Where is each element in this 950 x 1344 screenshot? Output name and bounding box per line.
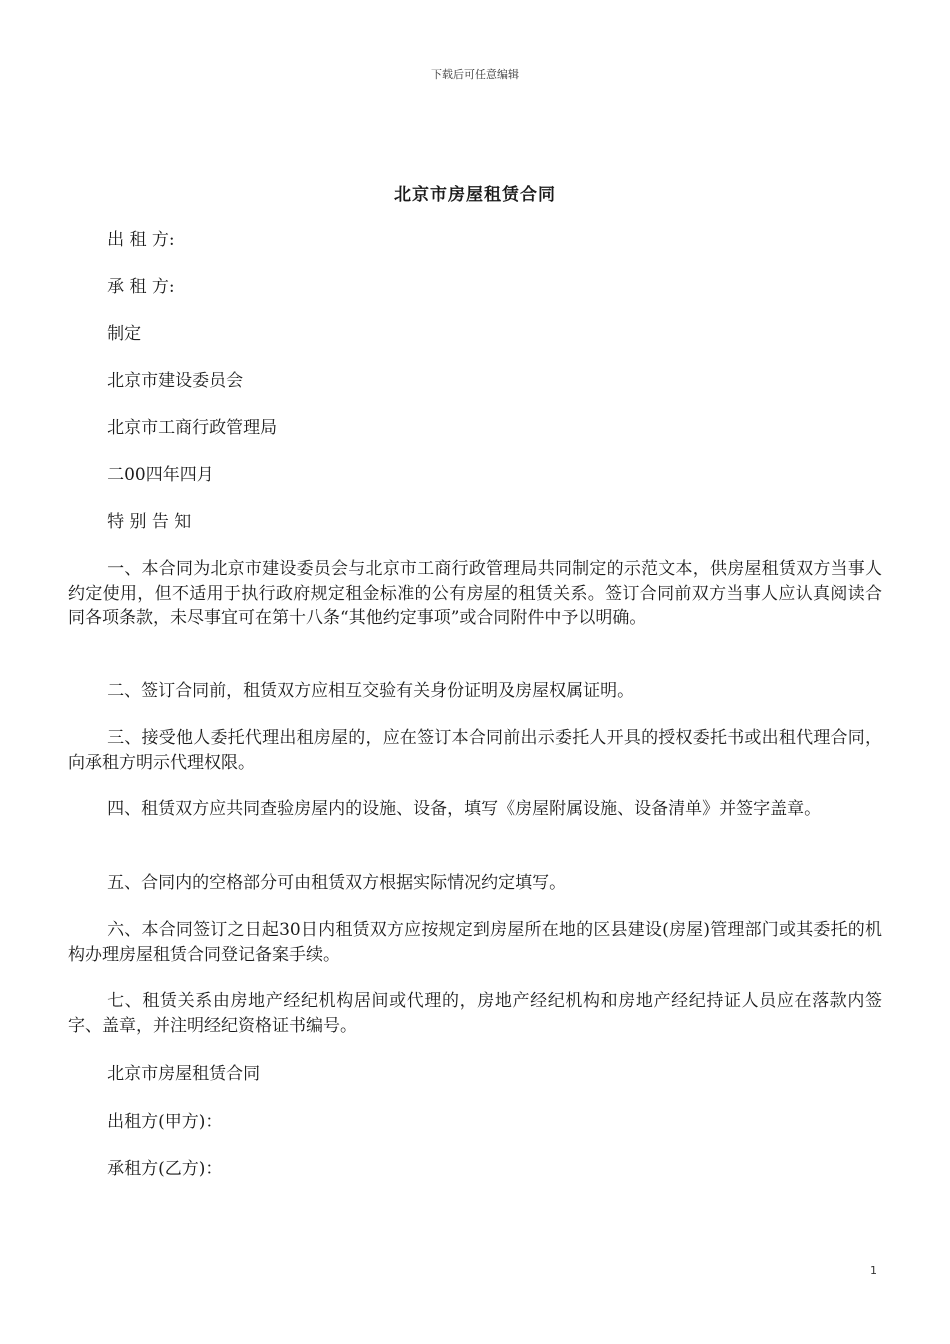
notice-item-5: 五、合同内的空格部分可由租赁双方根据实际情况约定填写。: [107, 873, 567, 893]
party-a-line: 出租方(甲方)：: [107, 1112, 223, 1132]
notice-item-3: 三、接受他人委托代理出租房屋的，应在签订本合同前出示委托人开具的授权委托书或出租代理合同，向承租方明示代理权限。: [68, 728, 882, 773]
lessee-line: 承 租 方:: [107, 277, 175, 297]
lessor-line: 出 租 方:: [107, 230, 175, 250]
page-number: 1: [870, 1264, 877, 1277]
notice-item-2: 二、签订合同前，租赁双方应相互交验有关身份证明及房屋权属证明。: [107, 681, 635, 701]
notice-item-1: 一、本合同为北京市建设委员会与北京市工商行政管理局共同制定的示范文本，供房屋租赁双方当事人约定使用，但不适用于执行政府规定租金标准的公有房屋的租赁关系。签订合同前双方当事人应认真阅读合同各项条款，未尽事宜可在第十八条“其他约定事项”或合同附件中予以明确。: [68, 559, 882, 628]
special-notice-heading: 特 别 告 知: [107, 512, 192, 532]
notice-item-6: 六、本合同签订之日起30日内租赁双方应按规定到房屋所在地的区县建设(房屋)管理部门或其委托的机构办理房屋租赁合同登记备案手续。: [68, 920, 882, 965]
document-title: 北京市房屋租赁合同: [394, 185, 556, 205]
issuer-industry-commerce-bureau: 北京市工商行政管理局: [107, 418, 278, 438]
notice-item-4: 四、租赁双方应共同查验房屋内的设施、设备，填写《房屋附属设施、设备清单》并签字盖章。: [107, 799, 822, 819]
party-b-line: 承租方(乙方)：: [107, 1159, 223, 1179]
header-note: 下载后可任意编辑: [431, 68, 519, 81]
issue-date: 二00四年四月: [107, 465, 214, 485]
issuer-construction-committee: 北京市建设委员会: [107, 371, 244, 391]
formulated-label: 制定: [107, 324, 142, 344]
notice-item-7: 七、租赁关系由房地产经纪机构居间或代理的，房地产经纪机构和房地产经纪持证人员应在落款内签字、盖章，并注明经纪资格证书编号。: [68, 991, 882, 1036]
contract-subtitle: 北京市房屋租赁合同: [107, 1064, 261, 1084]
